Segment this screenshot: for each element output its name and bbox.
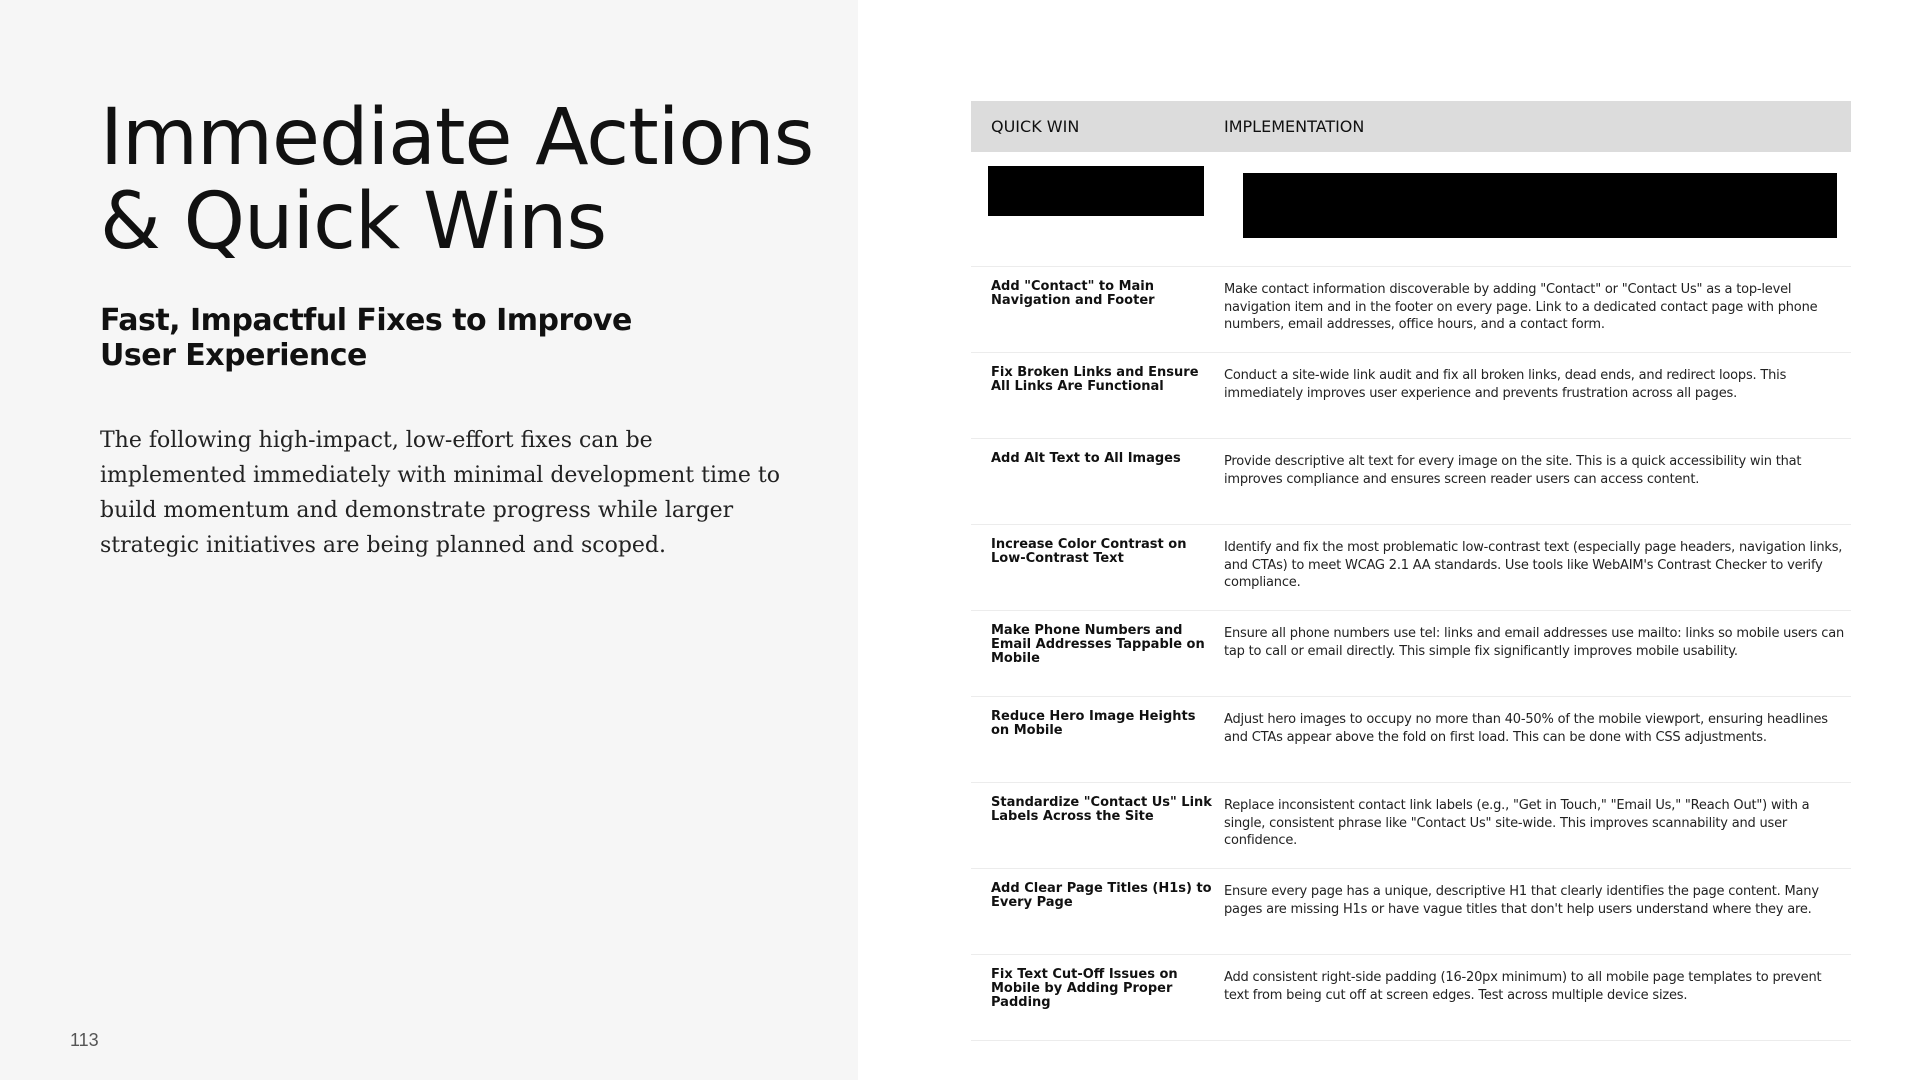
table-row xyxy=(971,353,1851,439)
table-row xyxy=(971,869,1851,955)
quick-wins-table xyxy=(971,101,1851,1041)
implementation-cell: Conduct a site-wide link audit and fix all broken links, dead ends, and redirect loops. This immediately improves user experience and prevents frustration across all pages. xyxy=(1224,368,1787,401)
quick-win-cell: Add Clear Page Titles (H1s) to Every Page xyxy=(991,881,1212,910)
quick-win-cell: Make Phone Numbers and Email Addresses Tappable on Mobile xyxy=(991,623,1205,666)
implementation-cell: Ensure every page has a unique, descriptive H1 that clearly identifies the page content. Many pages are missing H1s or have vague titles that don't help users understand where they are. xyxy=(1224,884,1819,917)
implementation-cell: Make contact information discoverable by adding "Contact" or "Contact Us" as a top-level navigation item and in the footer on every page. Link to a dedicated contact page with phone numbers, email addresses, office hours, and a contact form. xyxy=(1224,282,1818,332)
header-implementation: IMPLEMENTATION xyxy=(1224,117,1365,136)
implementation-cell: Ensure all phone numbers use tel: links and email addresses use mailto: links so mobile users can tap to call or email directly. This simple fix significantly improves mobile usability. xyxy=(1224,626,1844,659)
left-panel xyxy=(0,0,858,1080)
page-title: Immediate Actions & Quick Wins xyxy=(100,93,814,267)
quick-win-cell: Fix Text Cut-Off Issues on Mobile by Adding Proper Padding xyxy=(991,967,1178,1010)
table-row xyxy=(971,783,1851,869)
quick-win-cell: Add Alt Text to All Images xyxy=(991,451,1181,466)
table-row xyxy=(971,697,1851,783)
implementation-cell: Identify and fix the most problematic low-contrast text (especially page headers, navigation links, and CTAs) to meet WCAG 2.1 AA standards. Use tools like WebAIM's Contrast Checker to verify compliance. xyxy=(1224,540,1843,590)
implementation-cell: Adjust hero images to occupy no more than 40-50% of the mobile viewport, ensuring headlines and CTAs appear above the fold on first load. This can be done with CSS adjustments. xyxy=(1224,712,1828,745)
page-number: 113 xyxy=(70,1030,99,1050)
redaction-block xyxy=(988,166,1204,216)
redacted-row xyxy=(971,152,1851,267)
implementation-cell: Add consistent right-side padding (16-20px minimum) to all mobile page templates to prevent text from being cut off at screen edges. Test across multiple device sizes. xyxy=(1224,970,1822,1003)
table-row xyxy=(971,267,1851,353)
quick-win-cell: Fix Broken Links and Ensure All Links Are Functional xyxy=(991,365,1199,394)
page-subtitle: Fast, Impactful Fixes to Improve User Experience xyxy=(100,303,632,373)
implementation-cell: Provide descriptive alt text for every image on the site. This is a quick accessibility win that improves compliance and ensures screen reader users can access content. xyxy=(1224,454,1802,487)
intro-paragraph: The following high-impact, low-effort fixes can be implemented immediately with minimal development time to build momentum and demonstrate progress while larger strategic initiatives are being planned and scoped. xyxy=(100,428,780,558)
header-quick-win: QUICK WIN xyxy=(991,117,1080,136)
quick-win-cell: Reduce Hero Image Heights on Mobile xyxy=(991,709,1196,738)
table-row xyxy=(971,439,1851,525)
quick-win-cell: Increase Color Contrast on Low-Contrast Text xyxy=(991,537,1187,566)
implementation-cell: Replace inconsistent contact link labels (e.g., "Get in Touch," "Email Us," "Reach Out") with a single, consistent phrase like "Contact Us" site-wide. This improves scannability and user confidence. xyxy=(1224,798,1810,848)
table-row xyxy=(971,611,1851,697)
quick-win-cell: Standardize "Contact Us" Link Labels Across the Site xyxy=(991,795,1212,824)
table-row xyxy=(971,955,1851,1041)
table-header xyxy=(971,101,1851,152)
redaction-block xyxy=(1243,173,1837,238)
quick-win-cell: Add "Contact" to Main Navigation and Footer xyxy=(991,279,1155,308)
table-row xyxy=(971,525,1851,611)
